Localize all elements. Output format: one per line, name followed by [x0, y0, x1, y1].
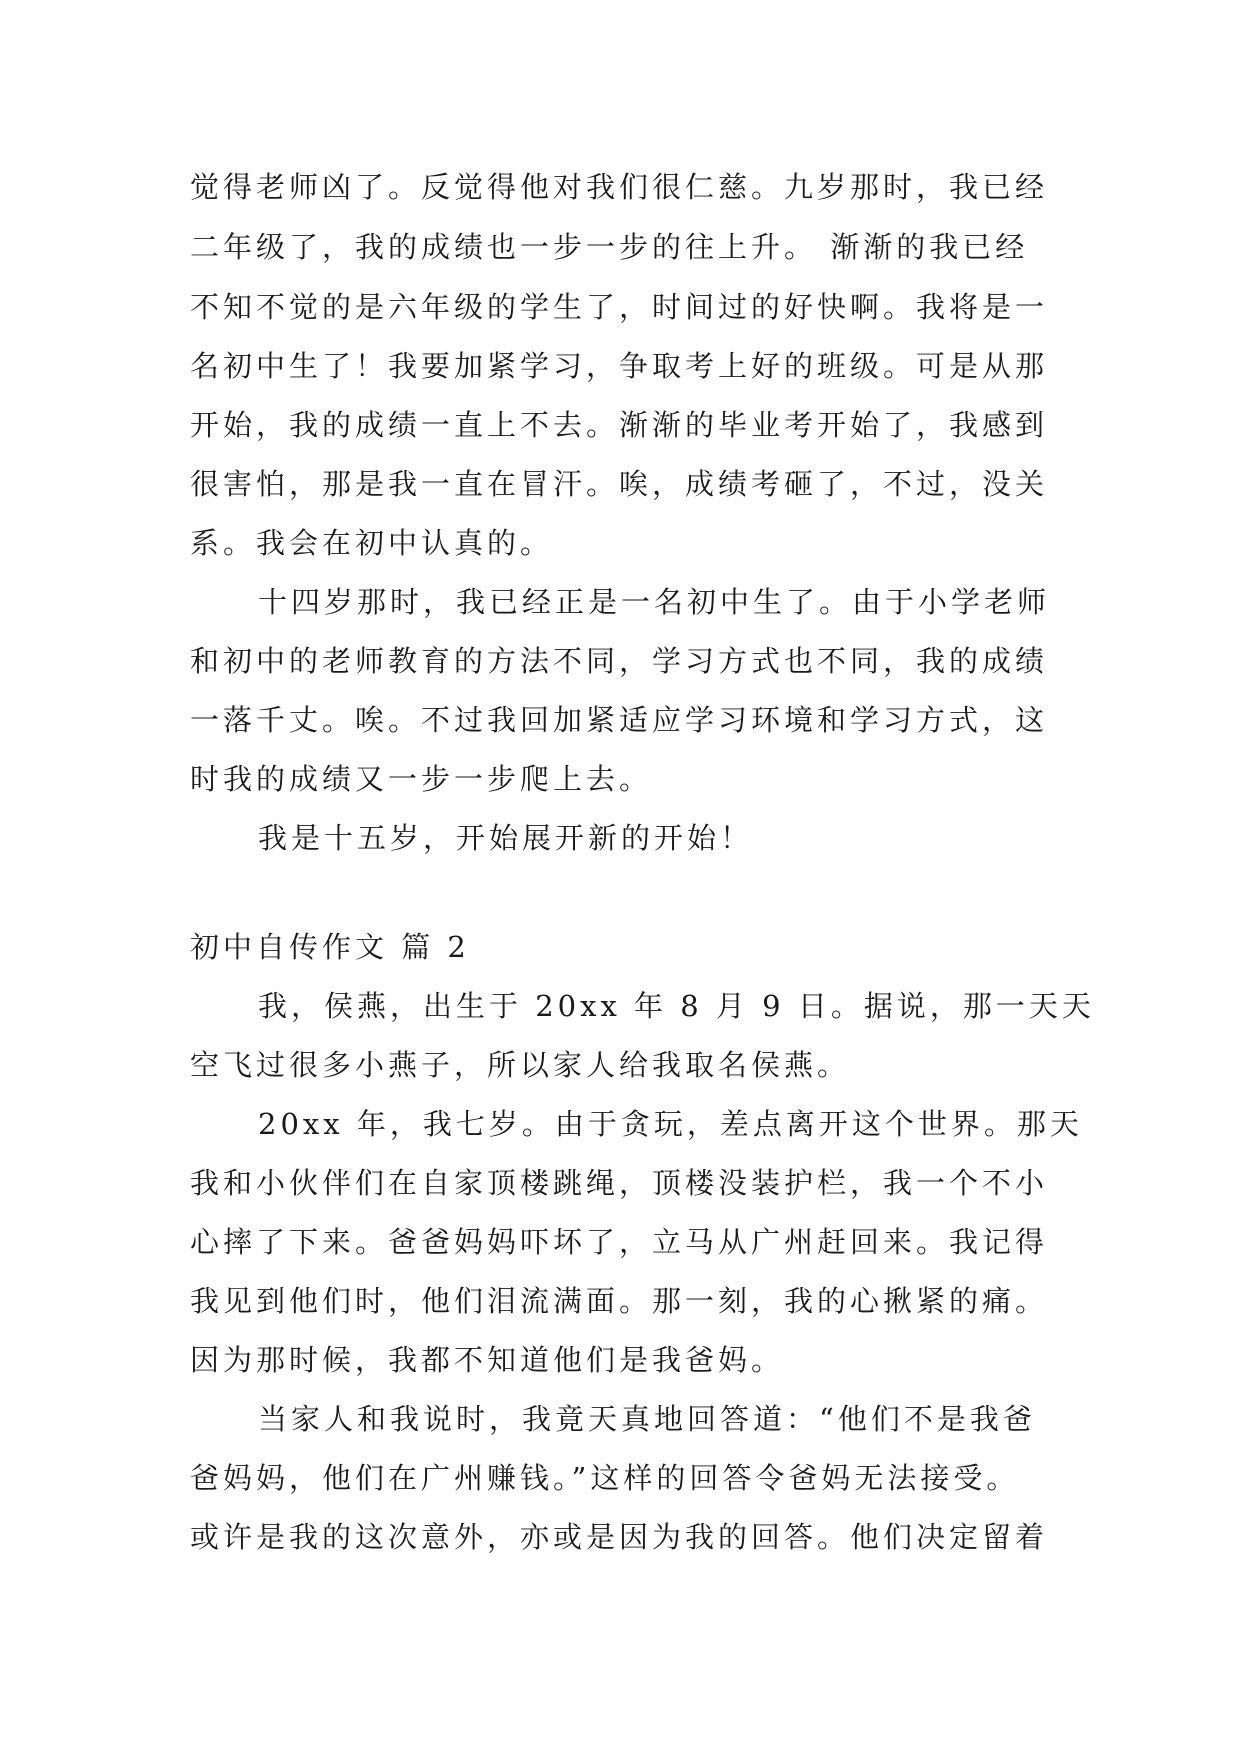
- text-line: 我，侯燕，出生于 20xx 年 8 月 9 日。据说，那一天天: [258, 989, 1095, 1023]
- text-line: 当家人和我说时，我竟天真地回答道：“他们不是我爸: [258, 1402, 1036, 1436]
- text-line: 我和小伙伴们在自家顶楼跳绳，顶楼没装护栏，我一个不小: [190, 1166, 1049, 1200]
- text-line: 或许是我的这次意外，亦或是因为我的回答。他们决定留着: [190, 1520, 1049, 1554]
- text-line: 二年级了，我的成绩也一步一步的往上升。 渐渐的我已经: [190, 230, 1029, 264]
- text-line: 我是十五岁，开始展开新的开始！: [258, 821, 754, 855]
- text-line: 20xx 年，我七岁。由于贪玩，差点离开这个世界。那天: [258, 1107, 1083, 1141]
- text-line: 和初中的老师教育的方法不同，学习方式也不同，我的成绩: [190, 644, 1049, 678]
- text-line: 系。我会在初中认真的。: [190, 526, 554, 560]
- text-line: 觉得老师凶了。反觉得他对我们很仁慈。九岁那时，我已经: [190, 170, 1049, 204]
- text-line: 心摔了下来。爸爸妈妈吓坏了，立马从广州赶回来。我记得: [190, 1225, 1049, 1259]
- text-line: 很害怕，那是我一直在冒汗。唉，成绩考砸了，不过，没关: [190, 467, 1049, 501]
- text-line: 时我的成绩又一步一步爬上去。: [190, 762, 653, 796]
- text-line: 我见到他们时，他们泪流满面。那一刻，我的心揪紧的痛。: [190, 1284, 1049, 1318]
- text-line: 爸妈妈，他们在广州赚钱。”这样的回答令爸妈无法接受。: [190, 1461, 1020, 1495]
- text-line: 因为那时候，我都不知道他们是我爸妈。: [190, 1343, 785, 1377]
- text-line: 十四岁那时，我已经正是一名初中生了。由于小学老师: [258, 585, 1051, 619]
- text-line: 开始，我的成绩一直上不去。渐渐的毕业考开始了，我感到: [190, 408, 1049, 442]
- text-line: 一落千丈。唉。不过我回加紧适应学习环境和学习方式，这: [190, 703, 1049, 737]
- text-line: 不知不觉的是六年级的学生了，时间过的好快啊。我将是一: [190, 290, 1049, 324]
- text-line: 空飞过很多小燕子，所以家人给我取名侯燕。: [190, 1048, 851, 1082]
- section-heading: 初中自传作文 篇 2: [190, 930, 470, 964]
- text-line: 名初中生了！我要加紧学习，争取考上好的班级。可是从那: [190, 349, 1049, 383]
